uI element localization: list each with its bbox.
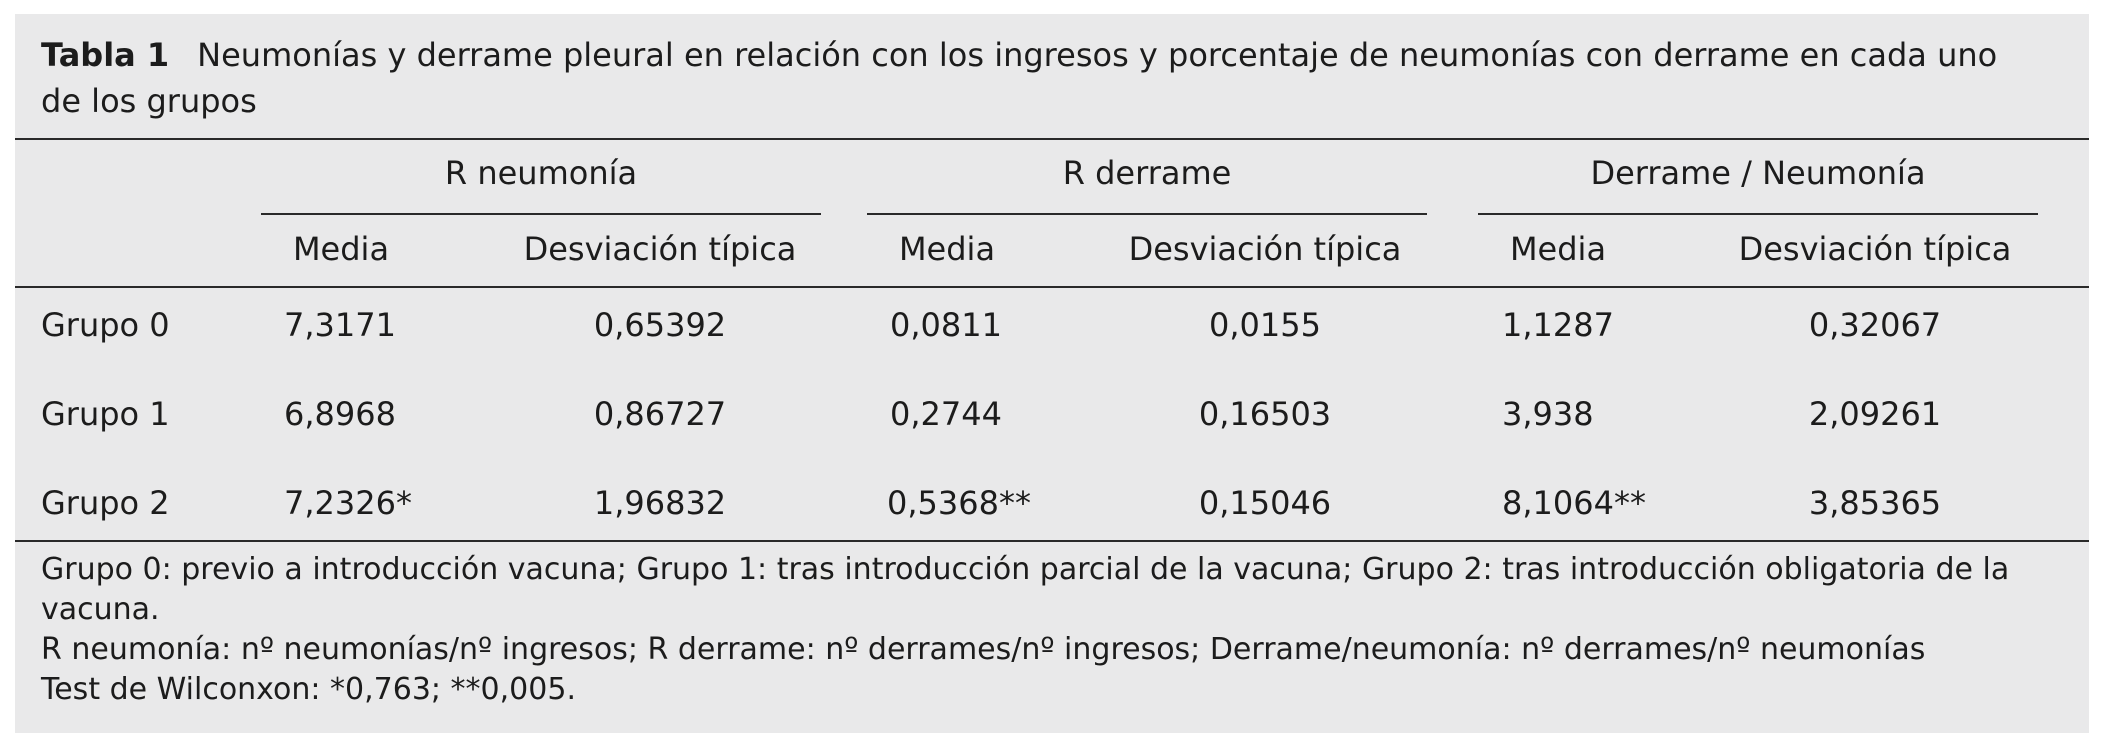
group-header-r-neumonia: R neumonía — [444, 154, 638, 192]
cell-grupo-2-ratio-media: 8,1064** — [1502, 484, 1646, 522]
cell-grupo-1-r-derrame-desv: 0,16503 — [1198, 395, 1332, 433]
cell-grupo-1-ratio-desv: 2,09261 — [1808, 395, 1942, 433]
cell-grupo-2-ratio-desv: 3,85365 — [1808, 484, 1942, 522]
subheader-media-2: Media — [898, 230, 996, 268]
cell-grupo-1-r-neumonia-media: 6,8968 — [284, 395, 396, 433]
cell-grupo-0-r-derrame-desv: 0,0155 — [1209, 306, 1321, 344]
cell-grupo-2-r-derrame-desv: 0,15046 — [1198, 484, 1332, 522]
table-panel — [15, 14, 2089, 733]
group-underline-r-derrame — [867, 213, 1427, 215]
cell-grupo-0-ratio-media: 1,1287 — [1502, 306, 1614, 344]
cell-grupo-0-r-neumonia-media: 7,3171 — [284, 306, 396, 344]
table-top-rule — [15, 138, 2089, 140]
caption-text: Neumonías y derrame pleural en relación con los ingresos y porcentaje de neumonías con derrame en cada uno de los grupos — [41, 36, 1998, 120]
header-bottom-rule — [15, 286, 2089, 288]
footnote-ratios: R neumonía: nº neumonías/nº ingresos; R derrame: nº derrames/nº ingresos; Derrame/neumonía: nº derrames/nº neumonías — [41, 632, 1926, 667]
cell-grupo-0-ratio-desv: 0,32067 — [1808, 306, 1942, 344]
table-number: Tabla 1 — [41, 36, 170, 74]
row-label-grupo-1: Grupo 1 — [41, 395, 170, 433]
cell-grupo-1-r-derrame-media: 0,2744 — [890, 395, 1002, 433]
cell-grupo-1-r-neumonia-desv: 0,86727 — [593, 395, 727, 433]
table-caption — [41, 32, 2041, 124]
cell-grupo-2-r-neumonia-desv: 1,96832 — [593, 484, 727, 522]
subheader-desviacion-1: Desviación típica — [523, 230, 797, 268]
footnote-test: Test de Wilconxon: *0,763; **0,005. — [41, 672, 576, 707]
row-label-grupo-0: Grupo 0 — [41, 306, 170, 344]
subheader-desviacion-2: Desviación típica — [1128, 230, 1402, 268]
cell-grupo-0-r-derrame-media: 0,0811 — [890, 306, 1002, 344]
subheader-media-1: Media — [292, 230, 390, 268]
cell-grupo-2-r-derrame-media: 0,5368** — [887, 484, 1031, 522]
cell-grupo-1-ratio-media: 3,938 — [1502, 395, 1594, 433]
group-underline-derrame-neumonia — [1478, 213, 2038, 215]
row-label-grupo-2: Grupo 2 — [41, 484, 170, 522]
subheader-desviacion-3: Desviación típica — [1738, 230, 2012, 268]
table-bottom-rule — [15, 540, 2089, 542]
group-header-derrame-neumonia: Derrame / Neumonía — [1590, 154, 1926, 192]
subheader-media-3: Media — [1509, 230, 1607, 268]
cell-grupo-2-r-neumonia-media: 7,2326* — [284, 484, 412, 522]
table-footnotes — [41, 550, 2041, 710]
footnote-groups: Grupo 0: previo a introducción vacuna; Grupo 1: tras introducción parcial de la vacuna; Grupo 2: tras introducción obligatoria de la vacuna. — [41, 552, 2010, 627]
group-underline-r-neumonia — [261, 213, 821, 215]
cell-grupo-0-r-neumonia-desv: 0,65392 — [593, 306, 727, 344]
group-header-r-derrame: R derrame — [1062, 154, 1232, 192]
